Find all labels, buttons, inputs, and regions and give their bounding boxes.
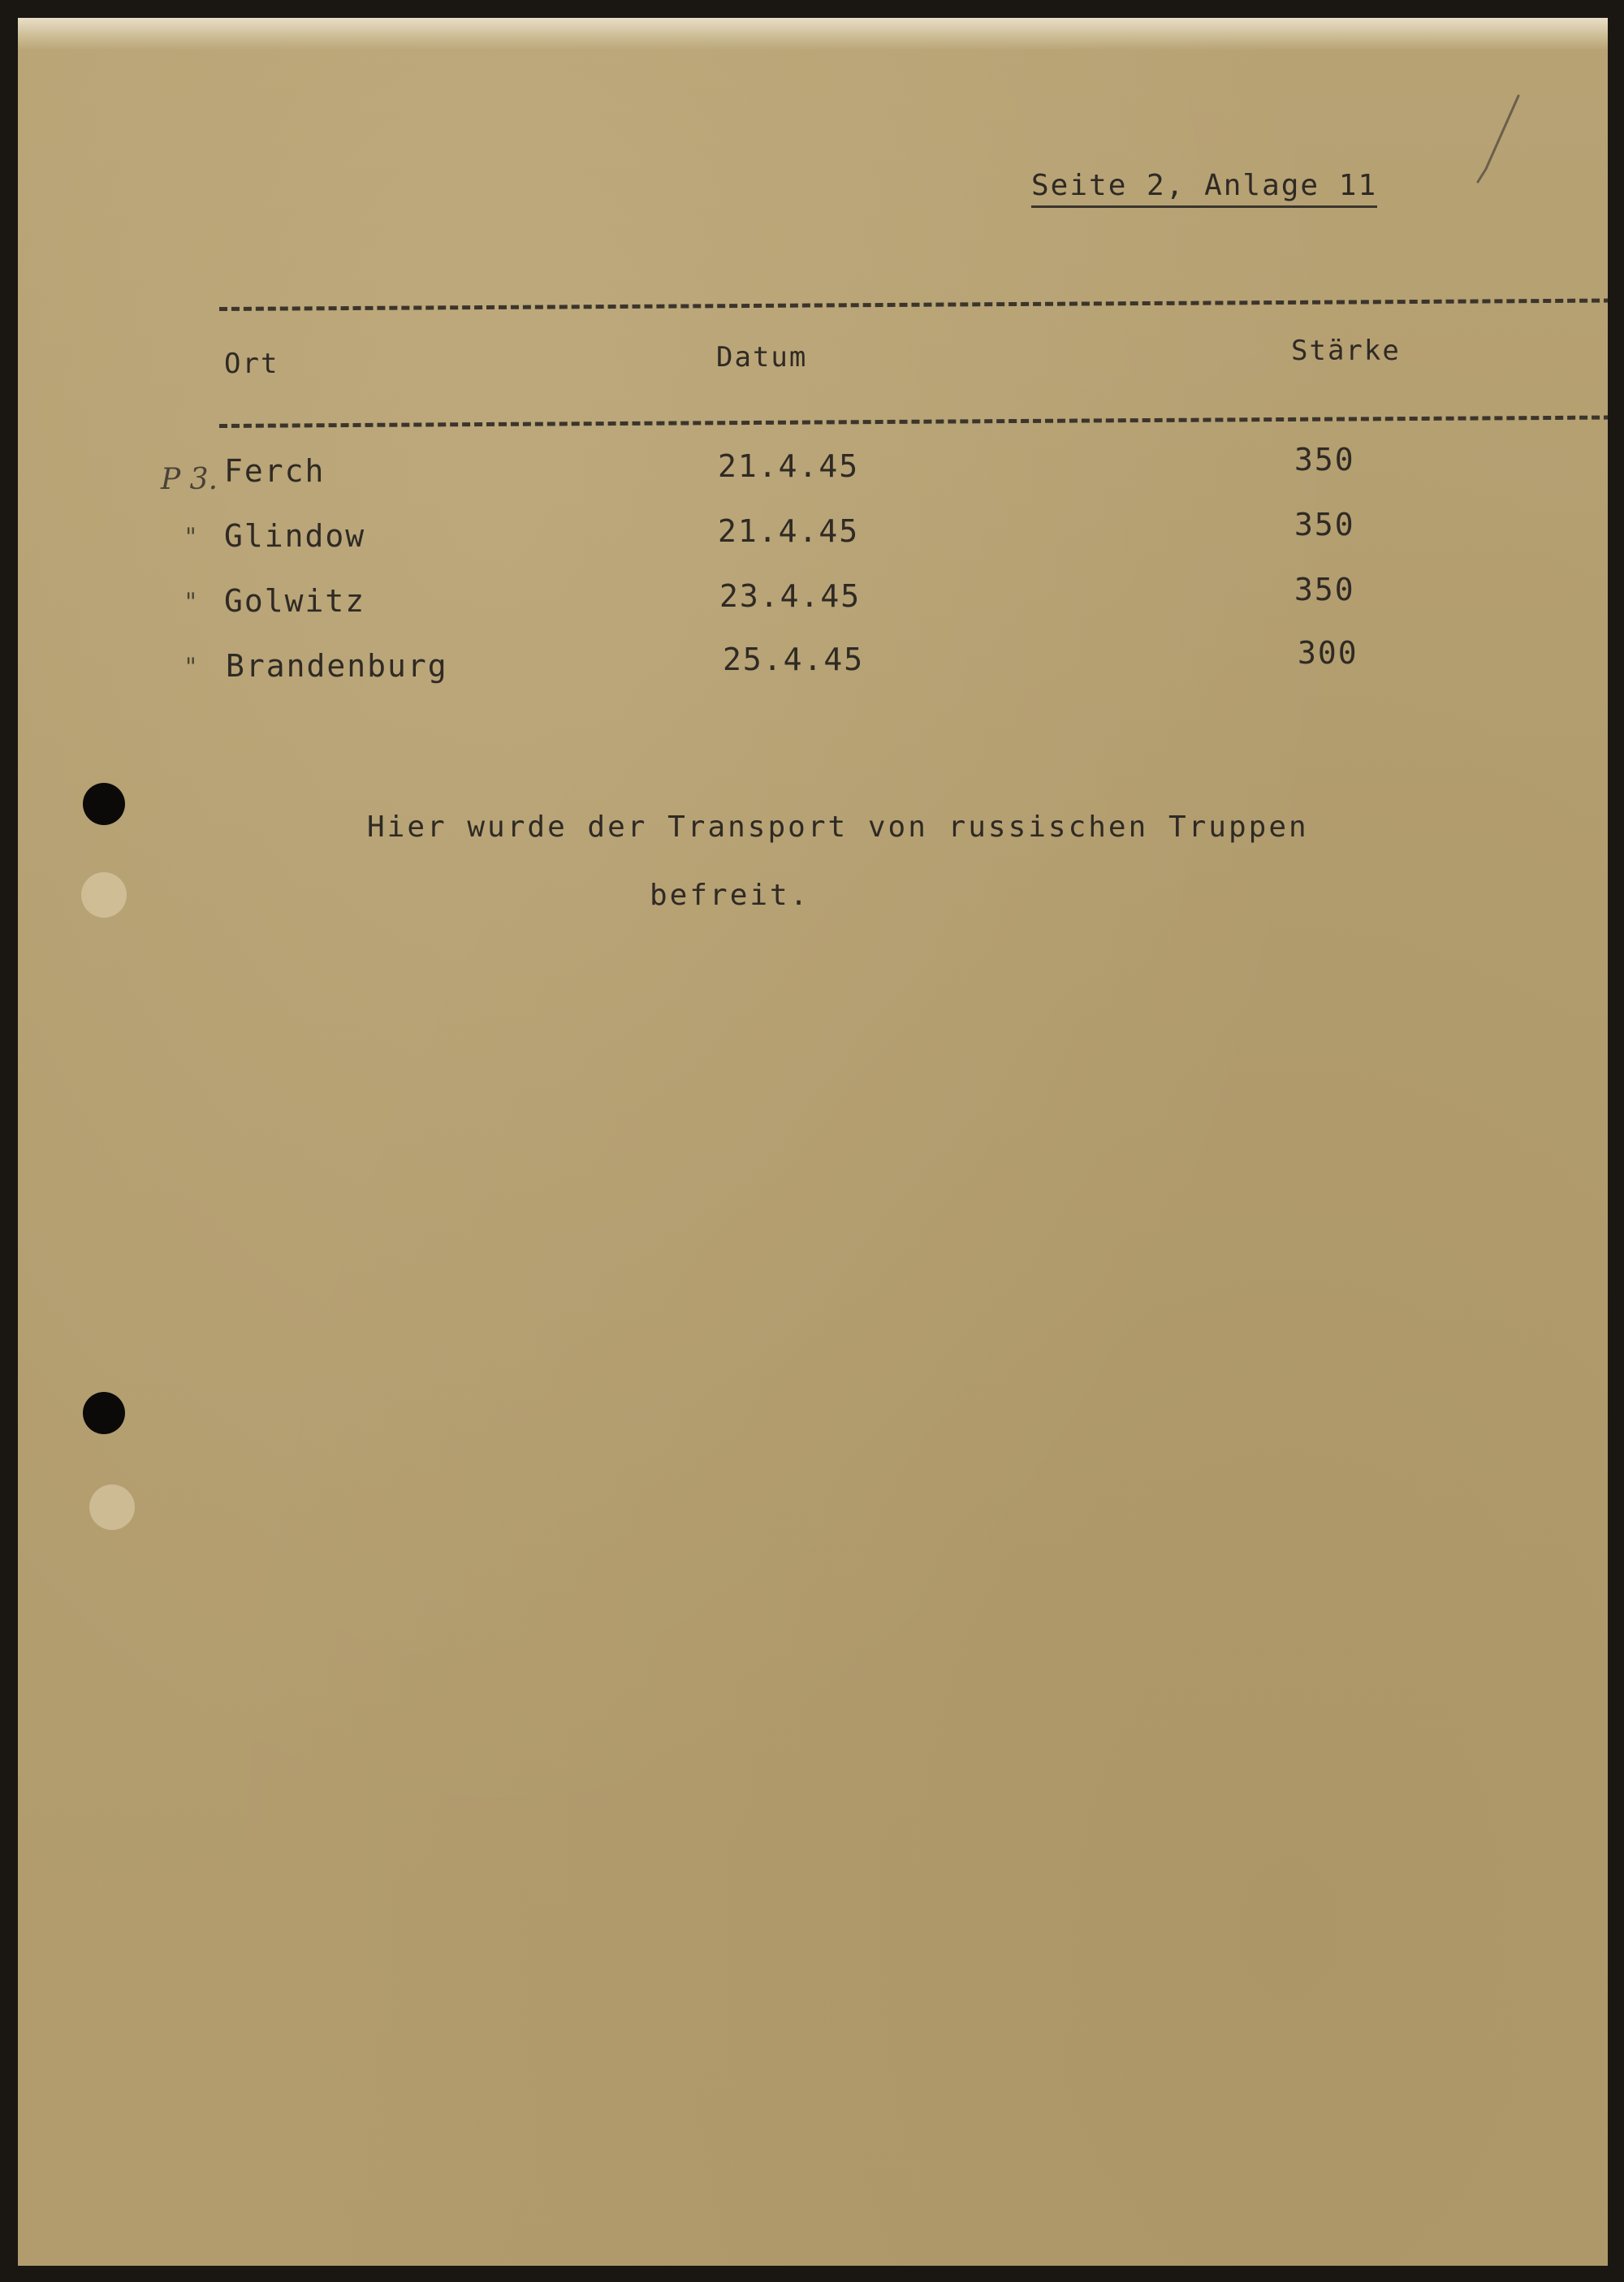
column-header-datum: Datum (716, 341, 808, 374)
row-2-ort: Glindow (224, 518, 366, 554)
row-2-staerke: 350 (1294, 507, 1355, 542)
column-header-ort: Ort (224, 348, 279, 380)
row-4-datum: 25.4.45 (723, 642, 865, 677)
row-1-ort: Ferch (224, 453, 326, 489)
row-4-staerke: 300 (1298, 635, 1358, 671)
row-3-staerke: 350 (1294, 572, 1355, 607)
row-3-datum: 23.4.45 (719, 578, 862, 614)
row-4-ort: Brandenburg (226, 648, 448, 684)
punch-hole-upper-shadow (81, 872, 127, 918)
statement-line-2: befreit. (650, 879, 810, 912)
row-3-ditto-mark: " (185, 588, 197, 616)
document-page (18, 18, 1608, 2266)
handwritten-note: P 3. (161, 463, 218, 496)
table-rule-top (219, 298, 1608, 311)
row-4-ditto-mark: " (185, 653, 197, 681)
paper-top-edge (18, 18, 1608, 50)
row-1-datum: 21.4.45 (718, 448, 860, 484)
statement-line-1: Hier wurde der Transport von russischen Truppen (367, 810, 1309, 844)
row-2-datum: 21.4.45 (718, 513, 860, 549)
punch-hole-upper (83, 783, 125, 825)
punch-hole-lower (83, 1392, 125, 1434)
pencil-check-mark (1471, 91, 1528, 213)
table-rule-bottom (219, 415, 1608, 428)
punch-hole-lower-shadow (89, 1485, 135, 1530)
page-reference: Seite 2, Anlage 11 (1031, 169, 1377, 208)
column-header-staerke: Stärke (1291, 335, 1401, 367)
row-3-ort: Golwitz (224, 583, 366, 619)
row-2-ditto-mark: " (185, 523, 197, 551)
row-1-staerke: 350 (1294, 442, 1355, 478)
